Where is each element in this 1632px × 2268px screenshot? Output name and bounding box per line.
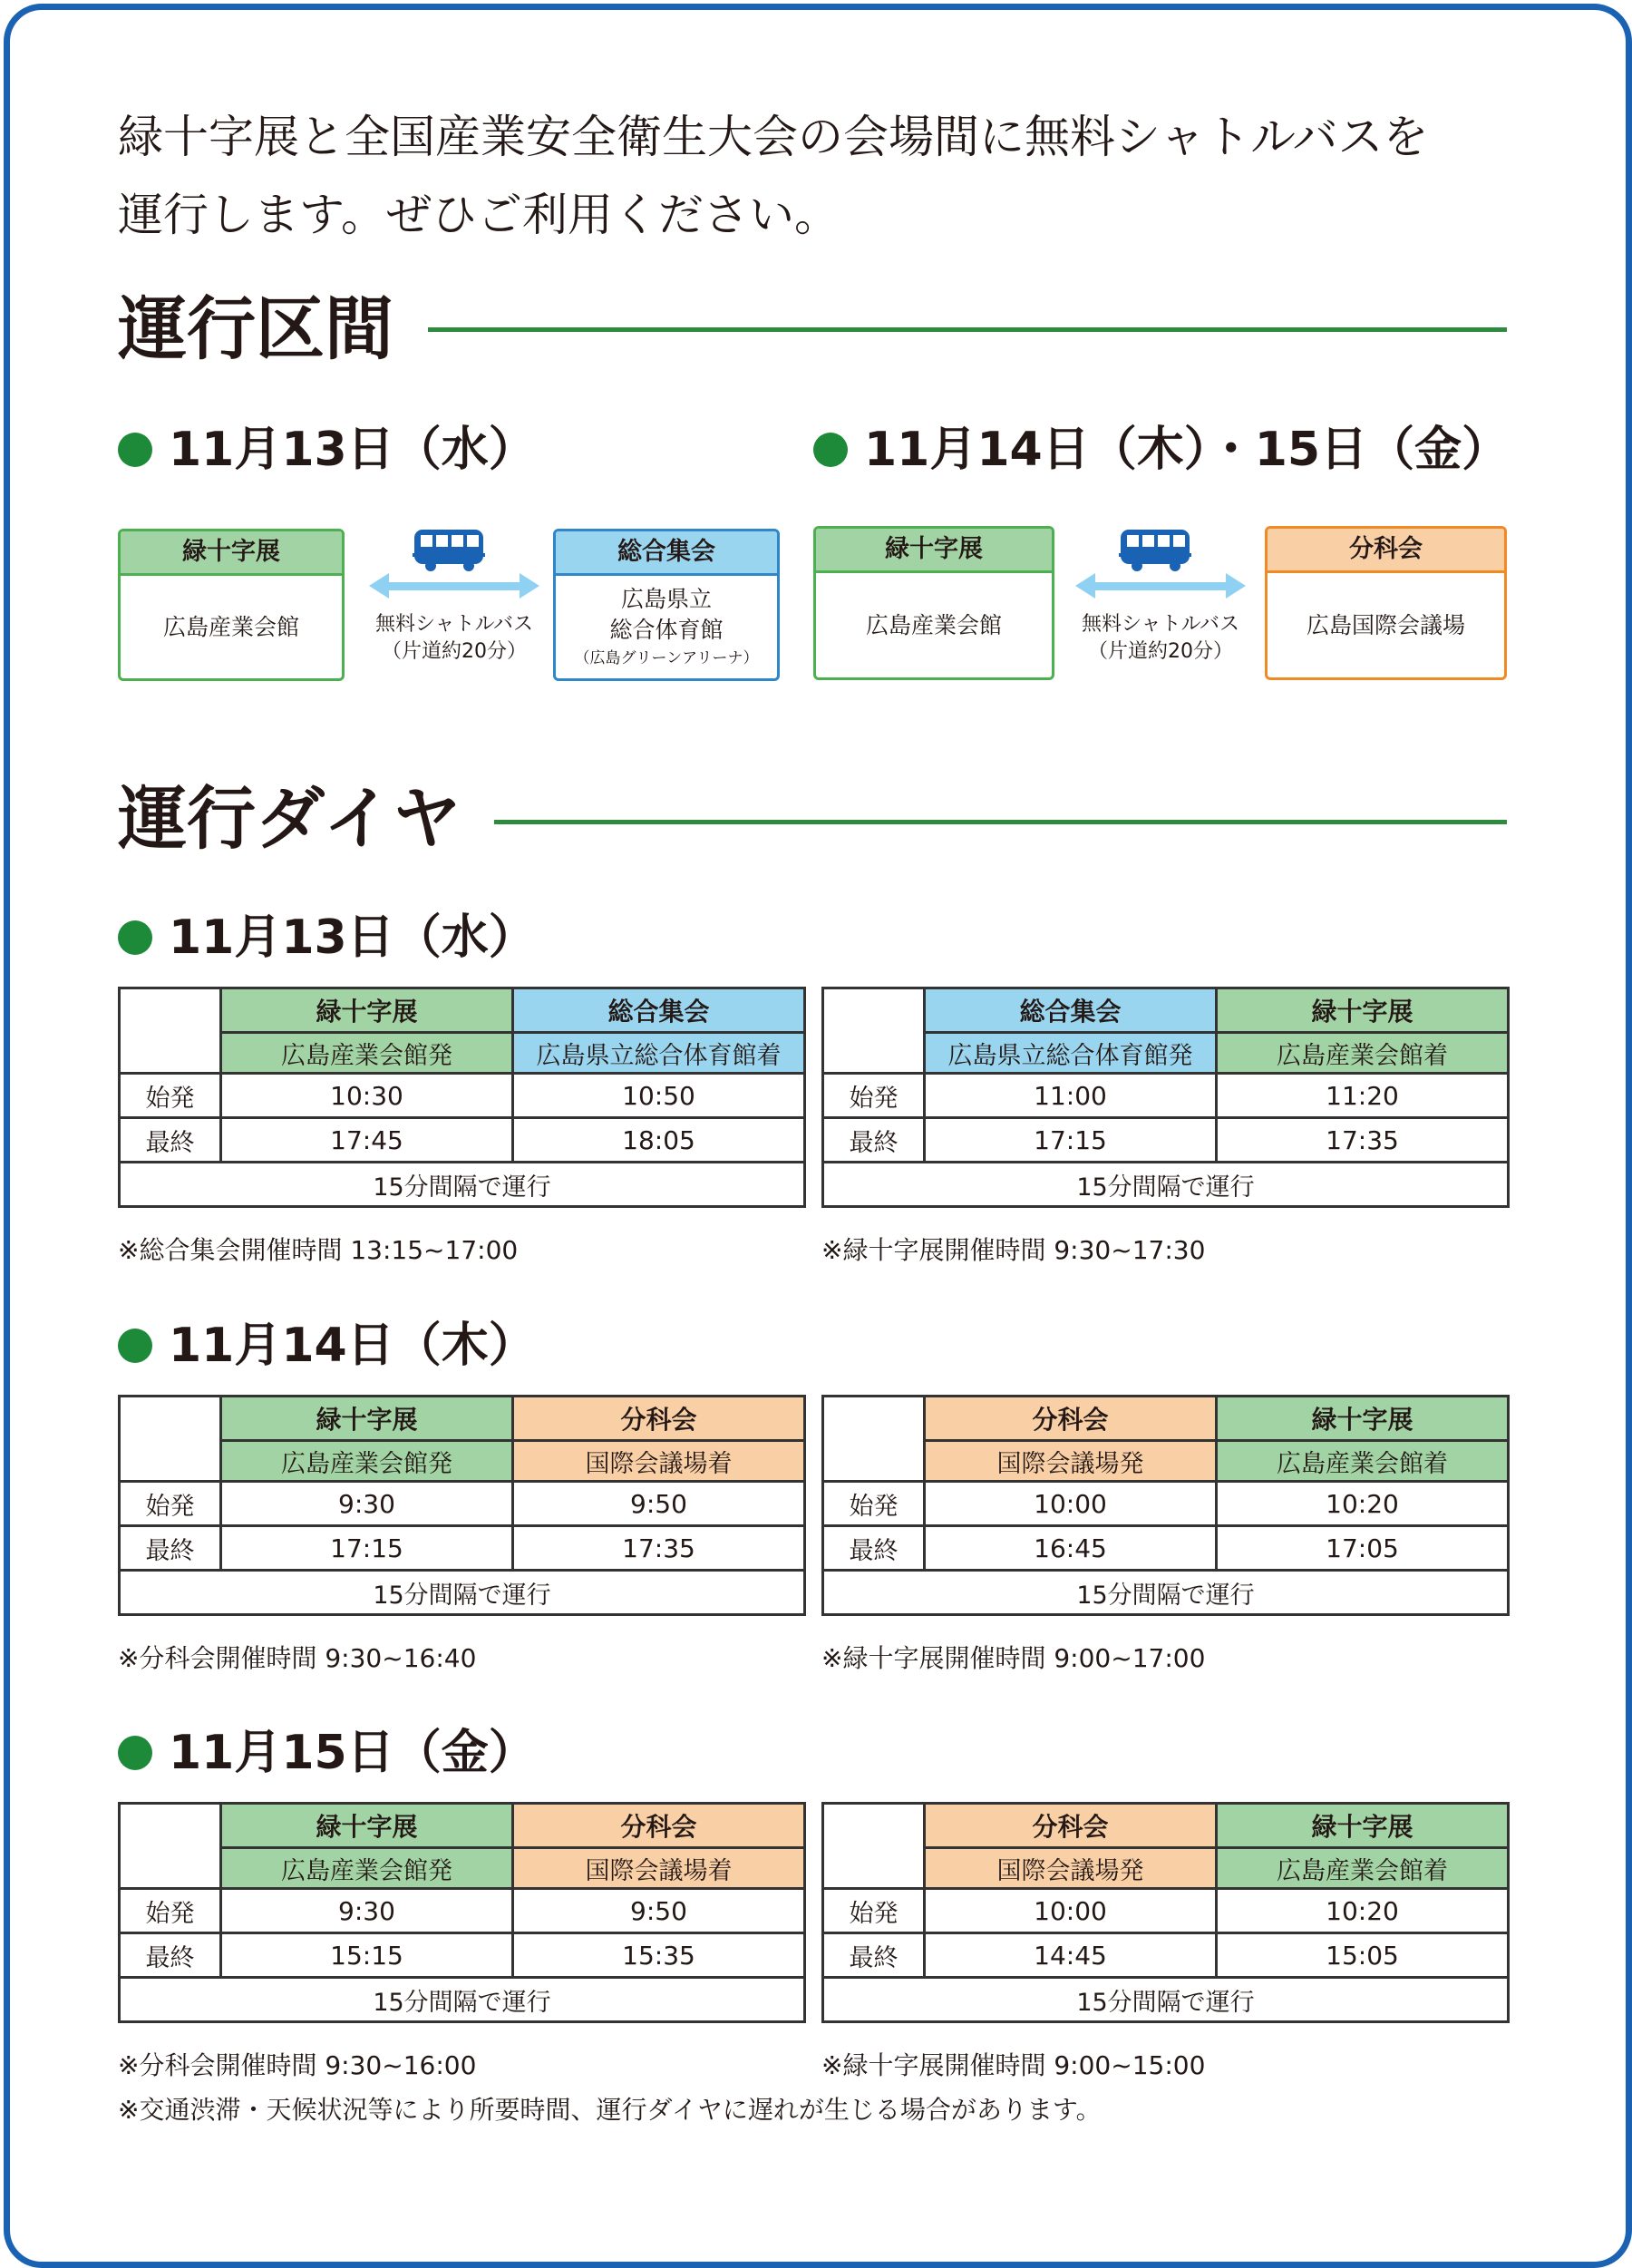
timetable-left	[118, 1802, 806, 2023]
last-time-1: 17:15	[925, 1118, 1217, 1163]
col1-subheader: 国際会議場発	[925, 1848, 1217, 1889]
schedule-date-1	[118, 1319, 536, 1373]
col2-header: 緑十字展	[1217, 1397, 1509, 1441]
first-time-2: 11:20	[1217, 1074, 1509, 1118]
corner-cell	[823, 988, 925, 1074]
route-13-dest-box	[553, 529, 780, 681]
route-1415-connector-line2: （片道約20分）	[1088, 640, 1233, 663]
col1-subheader: 広島産業会館発	[221, 1033, 513, 1074]
route-1415-dest-venue: 広島国際会議場	[1306, 611, 1465, 638]
first-time-1: 10:00	[925, 1889, 1217, 1933]
corner-cell	[823, 1804, 925, 1889]
route-date-1415-label: 11月14日（木）・15日（金）	[864, 423, 1510, 477]
schedule-date-2	[118, 1726, 536, 1780]
first-time-1: 9:30	[221, 1482, 513, 1526]
route-13-origin-venue: 広島産業会館	[162, 613, 299, 640]
col2-header: 総合集会	[513, 988, 805, 1033]
col2-header: 緑十字展	[1217, 1804, 1509, 1848]
route-1415-dest-head: 分科会	[1268, 529, 1504, 573]
timetable-left	[118, 1395, 806, 1616]
section-divider-schedule	[494, 820, 1507, 824]
schedule-date-label: 11月15日（金）	[169, 1726, 536, 1780]
last-label: 最終	[120, 1933, 221, 1978]
intro-line-1: 緑十字展と全国産業安全衛生大会の会場間に無料シャトルバスを	[118, 111, 1429, 163]
timetable-right	[821, 1395, 1510, 1616]
col2-subheader: 広島県立総合体育館着	[513, 1033, 805, 1074]
route-13-connector	[365, 526, 543, 666]
route-13-connector-line2: （片道約20分）	[382, 640, 527, 663]
schedule-date-label: 11月13日（水）	[169, 910, 536, 965]
col2-subheader: 広島産業会館着	[1217, 1033, 1509, 1074]
first-time-2: 9:50	[513, 1482, 805, 1526]
corner-cell	[120, 1804, 221, 1889]
last-label: 最終	[823, 1526, 925, 1571]
corner-cell	[823, 1397, 925, 1482]
last-time-2: 17:35	[1217, 1118, 1509, 1163]
last-time-2: 18:05	[513, 1118, 805, 1163]
route-13-dest-venue-1: 広島県立	[620, 585, 712, 612]
section-title-route: 運行区間	[118, 288, 393, 369]
first-label: 始発	[823, 1482, 925, 1526]
col1-subheader: 国際会議場発	[925, 1441, 1217, 1482]
interval-row: 15分間隔で運行	[823, 1978, 1509, 2022]
schedule-date-label: 11月14日（木）	[169, 1319, 536, 1373]
route-1415-connector-line1: 無料シャトルバス	[1081, 613, 1240, 636]
last-label: 最終	[823, 1933, 925, 1978]
col2-subheader: 広島産業会館着	[1217, 1848, 1509, 1889]
last-time-2: 15:05	[1217, 1933, 1509, 1978]
route-1415-connector	[1072, 526, 1249, 666]
footer-note: ※交通渋滞・天候状況等により所要時間、運行ダイヤに遅れが生じる場合があります。	[118, 2095, 1102, 2125]
intro-line-2: 運行します。ぜひご利用ください。	[118, 189, 840, 241]
interval-row: 15分間隔で運行	[823, 1571, 1509, 1615]
col2-subheader: 国際会議場着	[513, 1848, 805, 1889]
col1-header: 総合集会	[925, 988, 1217, 1033]
first-time-1: 10:00	[925, 1482, 1217, 1526]
first-label: 始発	[120, 1482, 221, 1526]
col1-subheader: 広島産業会館発	[221, 1441, 513, 1482]
hours-note-left: ※分科会開催時間 9:30~16:40	[118, 1643, 477, 1673]
hours-note-right: ※緑十字展開催時間 9:00~15:00	[821, 2050, 1206, 2080]
col2-header: 分科会	[513, 1804, 805, 1848]
route-1415-origin-box	[813, 526, 1054, 680]
route-1415-origin-head: 緑十字展	[816, 529, 1052, 573]
interval-row: 15分間隔で運行	[120, 1571, 805, 1615]
route-13-origin-head: 緑十字展	[121, 531, 342, 576]
last-time-2: 17:05	[1217, 1526, 1509, 1571]
route-13-origin-box	[118, 529, 345, 681]
route-date-13-label: 11月13日（水）	[169, 423, 536, 477]
col2-header: 緑十字展	[1217, 988, 1509, 1033]
col1-header: 緑十字展	[221, 1804, 513, 1848]
interval-row: 15分間隔で運行	[120, 1978, 805, 2022]
last-label: 最終	[823, 1118, 925, 1163]
hours-note-left: ※分科会開催時間 9:30~16:00	[118, 2050, 477, 2080]
last-time-2: 15:35	[513, 1933, 805, 1978]
corner-cell	[120, 988, 221, 1074]
bullet-dot-icon	[118, 433, 152, 467]
bullet-dot-icon	[118, 1736, 152, 1770]
schedule-date-0	[118, 910, 536, 965]
first-label: 始発	[120, 1074, 221, 1118]
col1-header: 分科会	[925, 1397, 1217, 1441]
hours-note-left: ※総合集会開催時間 13:15~17:00	[118, 1235, 519, 1265]
bus-arrow-icon	[1072, 526, 1249, 608]
timetable-left	[118, 987, 806, 1208]
first-label: 始発	[823, 1889, 925, 1933]
interval-row: 15分間隔で運行	[120, 1163, 805, 1207]
last-time-1: 15:15	[221, 1933, 513, 1978]
route-13-dest-venue-3: （広島グリーンアリーナ）	[574, 648, 759, 667]
bullet-dot-icon	[118, 920, 152, 955]
corner-cell	[120, 1397, 221, 1482]
first-label: 始発	[823, 1074, 925, 1118]
first-time-1: 9:30	[221, 1889, 513, 1933]
first-time-1: 11:00	[925, 1074, 1217, 1118]
route-13-connector-line1: 無料シャトルバス	[374, 613, 534, 636]
first-time-2: 10:50	[513, 1074, 805, 1118]
bus-arrow-icon	[365, 526, 543, 608]
col1-header: 緑十字展	[221, 1397, 513, 1441]
bullet-dot-icon	[813, 433, 848, 467]
route-date-1415	[813, 423, 1510, 477]
hours-note-right: ※緑十字展開催時間 9:00~17:00	[821, 1643, 1206, 1673]
last-time-2: 17:35	[513, 1526, 805, 1571]
intro-text	[118, 98, 1429, 254]
col2-subheader: 広島産業会館着	[1217, 1441, 1509, 1482]
first-label: 始発	[120, 1889, 221, 1933]
first-time-2: 9:50	[513, 1889, 805, 1933]
first-time-2: 10:20	[1217, 1889, 1509, 1933]
route-13-dest-head: 総合集会	[556, 531, 777, 576]
col2-subheader: 国際会議場着	[513, 1441, 805, 1482]
route-13-dest-venue-2: 総合体育館	[609, 616, 724, 643]
section-divider-route	[428, 327, 1507, 332]
route-1415-origin-venue: 広島産業会館	[865, 611, 1002, 638]
timetable-right	[821, 987, 1510, 1208]
timetable-right	[821, 1802, 1510, 2023]
col1-subheader: 広島県立総合体育館発	[925, 1033, 1217, 1074]
hours-note-right: ※緑十字展開催時間 9:30~17:30	[821, 1235, 1206, 1265]
last-time-1: 17:45	[221, 1118, 513, 1163]
col2-header: 分科会	[513, 1397, 805, 1441]
last-time-1: 17:15	[221, 1526, 513, 1571]
first-time-2: 10:20	[1217, 1482, 1509, 1526]
col1-header: 緑十字展	[221, 988, 513, 1033]
col1-header: 分科会	[925, 1804, 1217, 1848]
route-1415-dest-box	[1265, 526, 1507, 680]
first-time-1: 10:30	[221, 1074, 513, 1118]
route-date-13	[118, 423, 536, 477]
section-title-schedule: 運行ダイヤ	[118, 778, 461, 859]
interval-row: 15分間隔で運行	[823, 1163, 1509, 1207]
bullet-dot-icon	[118, 1329, 152, 1363]
col1-subheader: 広島産業会館発	[221, 1848, 513, 1889]
last-time-1: 14:45	[925, 1933, 1217, 1978]
last-time-1: 16:45	[925, 1526, 1217, 1571]
last-label: 最終	[120, 1526, 221, 1571]
last-label: 最終	[120, 1118, 221, 1163]
